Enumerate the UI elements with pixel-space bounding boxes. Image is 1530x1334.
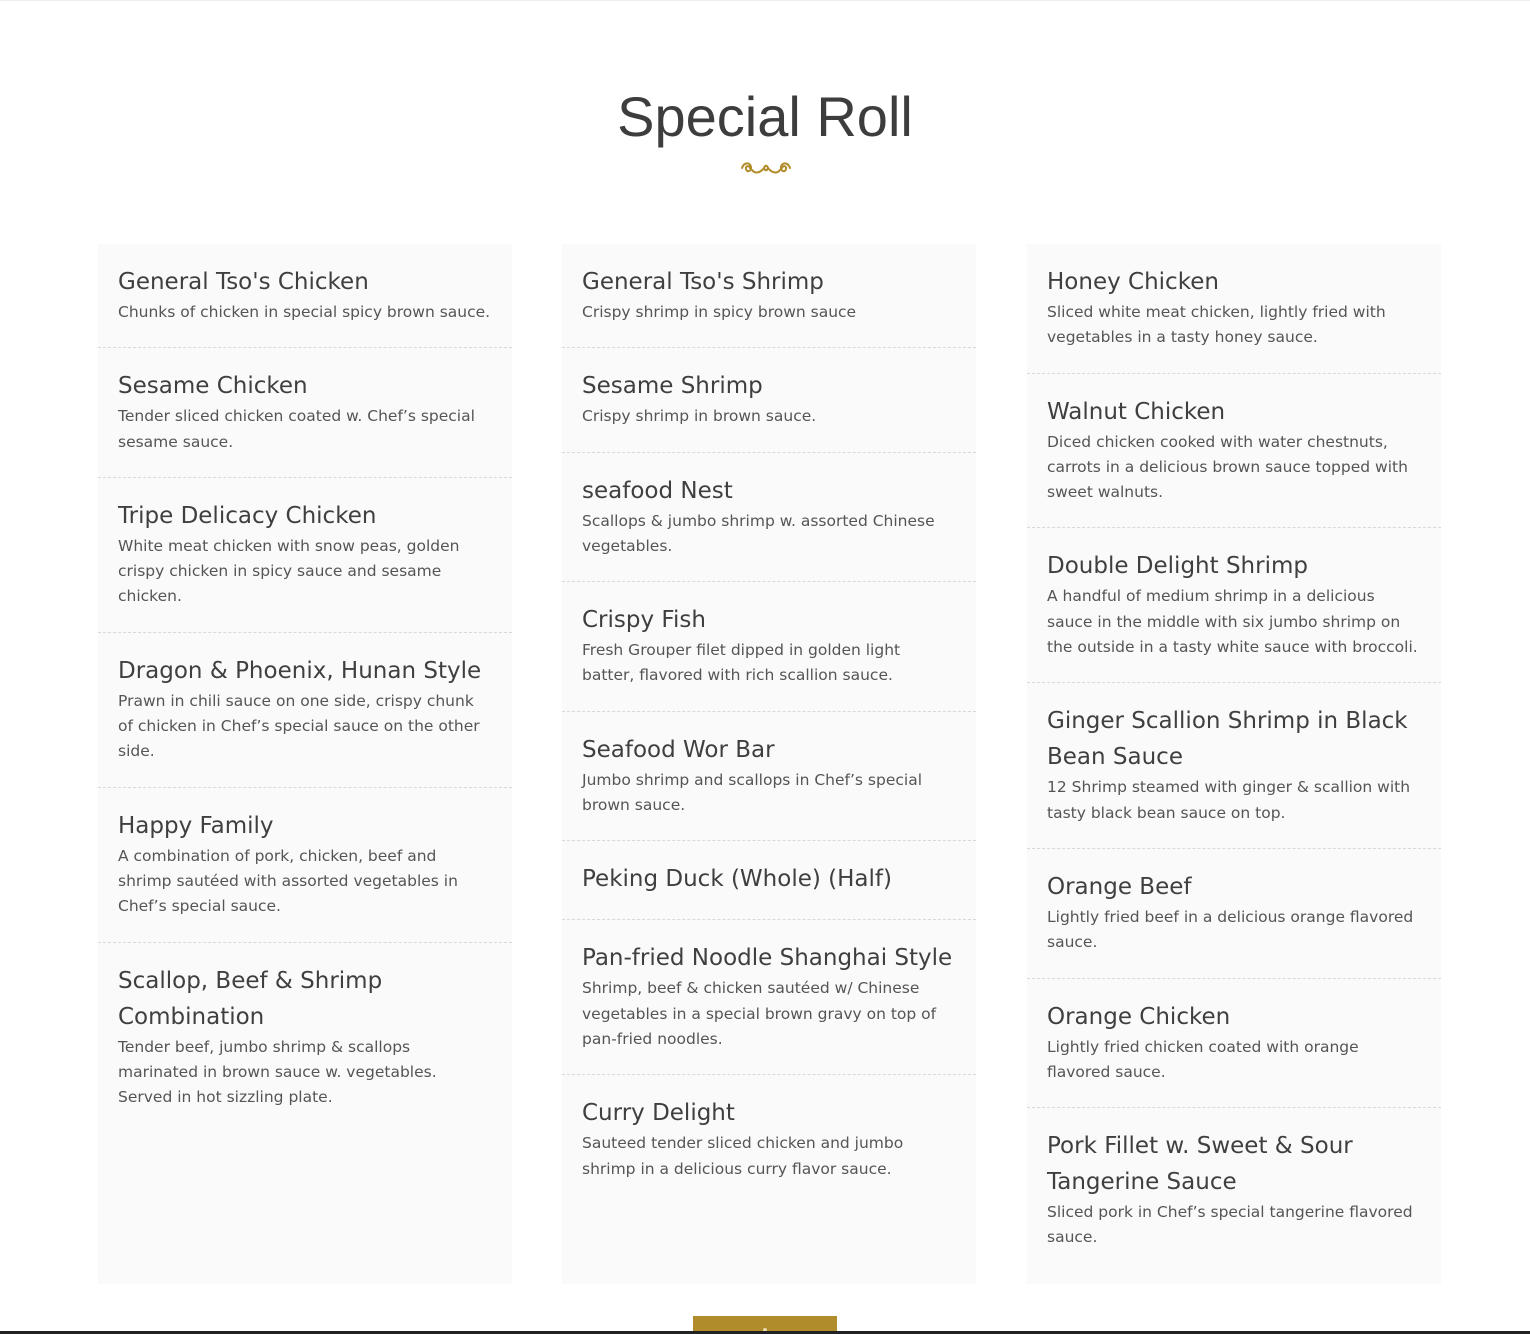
menu-item-description: Tender sliced chicken coated w. Chef’s special sesame sauce. (118, 407, 475, 451)
menu-item-name: Sesame Shrimp (582, 373, 763, 400)
menu-item-description: Jumbo shrimp and scallops in Chef’s special brown sauce. (582, 770, 923, 815)
menu-item-description: Chunks of chicken in special spicy brown sauce. (118, 303, 491, 321)
menu-item-name: Walnut Chicken (1047, 398, 1226, 425)
menu-item (1027, 528, 1441, 683)
menu-item-description: Diced chicken cooked with water chestnuts, carrots in a delicious brown sauce topped with sweet walnuts. (1047, 432, 1408, 502)
menu-item (562, 244, 976, 348)
menu-item (1027, 849, 1441, 979)
menu-item-description: Crispy shrimp in spicy brown sauce (582, 303, 857, 321)
menu-item (1027, 374, 1441, 529)
menu-item-name: Ginger Scallion Shrimp in Black Bean Sauce (1047, 708, 1408, 771)
menu-item (562, 453, 976, 583)
menu-item-name: Honey Chicken (1047, 269, 1219, 295)
menu-item-name: Orange Beef (1047, 873, 1192, 900)
menu-item-name: Happy Family (118, 812, 274, 839)
menu-item-name: Scallop, Beef & Shrimp Combination (118, 967, 383, 1030)
menu-item-name: Sesame Chicken (118, 373, 308, 400)
menu-item-description: A combination of pork, chicken, beef and shrimp sautéed with assorted vegetables in Chef’s special sauce. (118, 846, 458, 916)
scroll-ornament-icon (740, 158, 792, 178)
menu-item-description: Shrimp, beef & chicken sautéed w/ Chinese vegetables in a special brown gravy on top of pan-fried noodles. (582, 979, 937, 1048)
menu-item-description: Sliced white meat chicken, lightly fried with vegetables in a tasty honey sauce. (1047, 303, 1386, 347)
menu-item-name: General Tso's Shrimp (582, 269, 824, 295)
menu-item-name: Pan-fried Noodle Shanghai Style (582, 945, 953, 972)
menu-item-description: Sauteed tender sliced chicken and jumbo shrimp in a delicious curry flavor sauce. (582, 1134, 904, 1178)
page-title: Special Roll (617, 85, 913, 148)
menu-item-name: Seafood Wor Bar (582, 736, 775, 763)
menu-column-1 (98, 244, 512, 1284)
menu-item (1027, 683, 1441, 849)
menu-item-description: White meat chicken with snow peas, golden crispy chicken in spicy sauce and sesame chicken. (118, 536, 460, 606)
top-divider (0, 0, 1530, 1)
menu-item-description: Lightly fried chicken coated with orange flavored sauce. (1047, 1037, 1359, 1081)
menu-item (98, 478, 512, 633)
menu-item (98, 788, 512, 943)
menu-item-name: General Tso's Chicken (118, 269, 369, 295)
menu-item-name: Curry Delight (582, 1100, 735, 1127)
menu-item-name: Double Delight Shrimp (1047, 553, 1308, 580)
menu-item-description: A handful of medium shrimp in a delicious sauce in the middle with six jumbo shrimp on the outside in a tasty white sauce with broccoli. (1047, 587, 1418, 657)
menu-item (1027, 1108, 1441, 1273)
menu-item-name: seafood Nest (582, 477, 733, 504)
menu-column-3 (1027, 244, 1441, 1284)
menu-item-description: Scallops & jumbo shrimp w. assorted Chinese vegetables. (582, 511, 935, 555)
menu-item-name: Peking Duck (Whole) (Half) (582, 866, 892, 893)
menu-item (1027, 244, 1441, 374)
menu-item (562, 841, 976, 920)
menu-item-description: Sliced pork in Chef’s special tangerine flavored sauce. (1047, 1203, 1413, 1247)
menu-item (98, 244, 512, 348)
menu-item-name: Pork Fillet w. Sweet & Sour Tangerine Sauce (1047, 1133, 1353, 1196)
menu-item (562, 712, 976, 842)
menu-item (1027, 979, 1441, 1109)
menu-item (562, 1075, 976, 1204)
menu-item-description: Prawn in chili sauce on one side, crispy chunk of chicken in Chef’s special sauce on the other side. (118, 691, 480, 761)
menu-item-name: Orange Chicken (1047, 1003, 1231, 1030)
menu-item (562, 920, 976, 1075)
menu-item-description: Tender beef, jumbo shrimp & scallops marinated in brown sauce w. vegetables. Served in hot sizzling plate. (118, 1037, 437, 1107)
menu-item-description: Lightly fried beef in a delicious orange flavored sauce. (1047, 907, 1414, 952)
menu-item (98, 348, 512, 478)
menu-item-name: Crispy Fish (582, 607, 706, 634)
menu-item (562, 582, 976, 712)
menu-item-description: 12 Shrimp steamed with ginger & scallion with tasty black bean sauce on top. (1047, 778, 1411, 822)
menu-item (98, 633, 512, 788)
menu-item-description: Fresh Grouper filet dipped in golden light batter, flavored with rich scallion sauce. (582, 641, 901, 685)
menu-item (98, 943, 512, 1133)
menu-item-name: Dragon & Phoenix, Hunan Style (118, 657, 482, 684)
menu-item (562, 348, 976, 452)
menu-column-2 (562, 244, 976, 1284)
menu-item-description: Crispy shrimp in brown sauce. (582, 407, 817, 426)
menu-item-name: Tripe Delicacy Chicken (118, 502, 377, 529)
